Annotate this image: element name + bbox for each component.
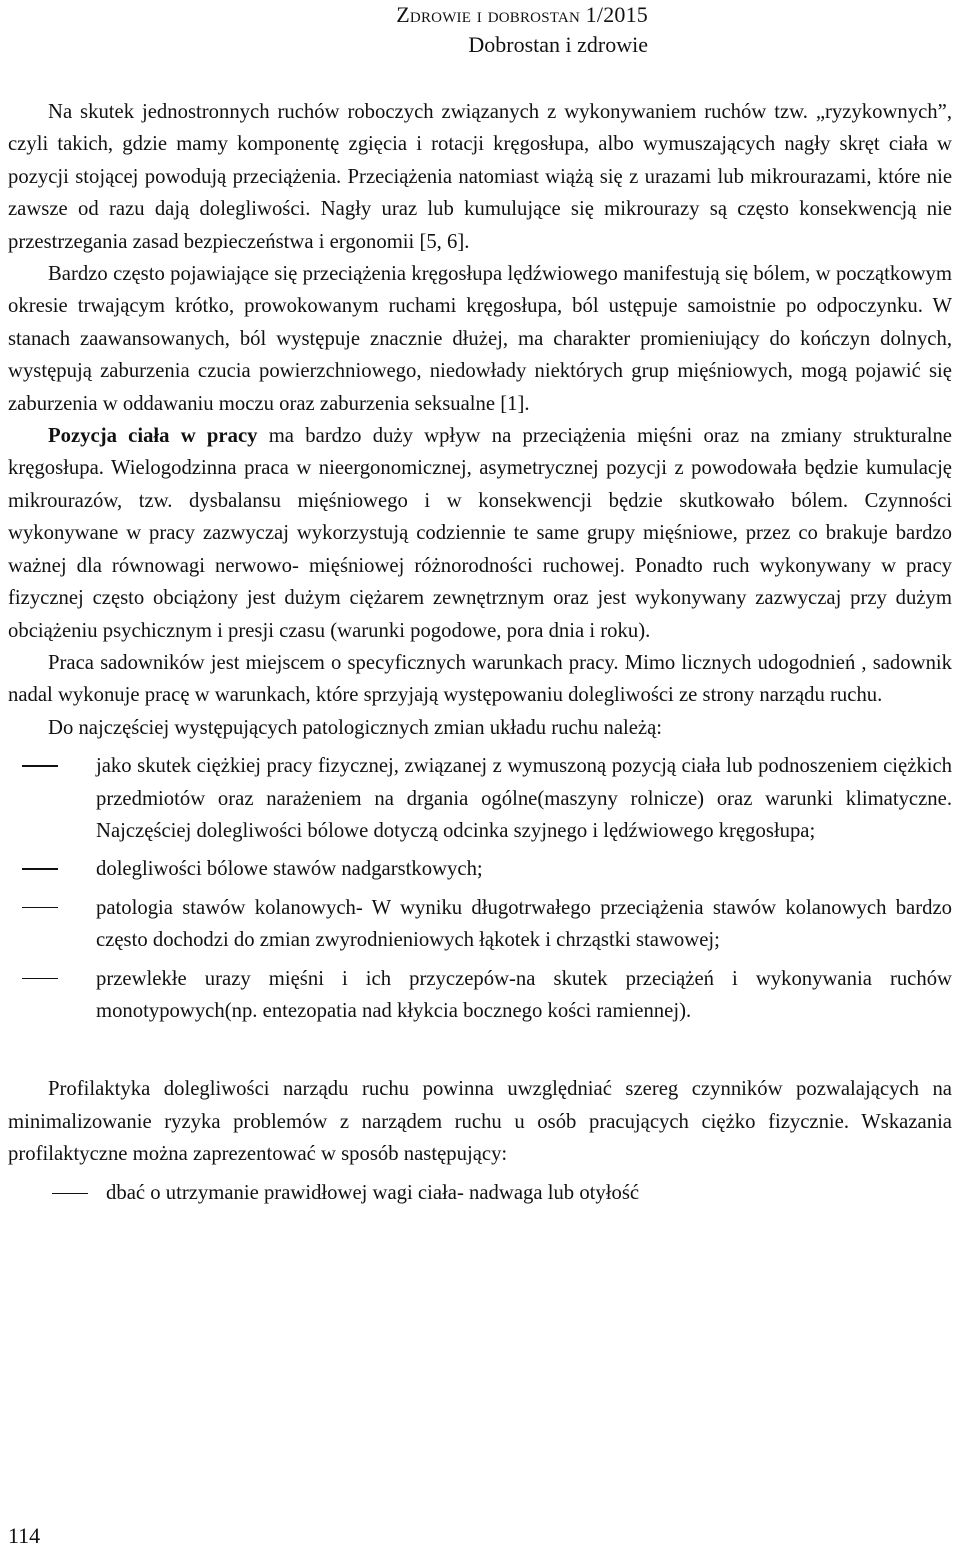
dash-bullet <box>22 868 58 870</box>
list-item <box>8 853 952 885</box>
dash-bullet <box>22 907 58 909</box>
list-item-text: patologia stawów kolanowych- W wyniku długotrwałego przeciążenia stawów kolanowych bardzo często dochodzi do zmian zwyrodnieniowych łąkotek i chrząstki stawowej; <box>96 896 952 952</box>
paragraph: Praca sadowników jest miejscem o specyficznych warunkach pracy. Mimo licznych udogodnień , sadownik nadal wykonuje pracę w warunkach, które sprzyjają występowaniu dolegliwości ze strony narządu ruchu. <box>8 651 952 707</box>
paragraph: Profilaktyka dolegliwości narządu ruchu powinna uwzględniać szereg czynników pozwalających na minimalizowanie ryzyka problemów z narządem ruchu u osób pracujących ciężko fizycznie. Wskazania profilaktyczne można zaprezentować w sposób następujący: <box>8 1078 952 1166</box>
article-body <box>8 96 952 1209</box>
list-item-text: jako skutek ciężkiej pracy fizycznej, związanej z wymuszoną pozycją ciała lub podnoszeniem ciężkich przedmiotów oraz narażeniem na drgania ogólne(maszyny rolnicze) oraz warunki klimatyczne. Najczęściej dolegliwości bólowe dotyczą odcinka szyjnego i lędźwiowego kręgosłupa; <box>96 755 952 842</box>
paragraph: Na skutek jednostronnych ruchów roboczych związanych z wykonywaniem ruchów tzw. „ryzykownych”, czyli takich, gdzie mamy komponentę zgięcia i rotacji kręgosłupa, albo wymuszających nagły skręt ciała w pozycji stojącej powodują przeciążenia. Przeciążenia natomiast wiążą się z urazami lub mikrourazami, które nie zawsze od razu dają dolegliwości. Nagły uraz lub kumulujące się mikrourazy są często konsekwencją nie przestrzegania zasad bezpieczeństwa i ergonomii [5, 6]. <box>8 101 952 253</box>
pathology-list <box>8 750 952 1027</box>
list-item <box>8 963 952 1028</box>
list-item <box>8 1177 952 1209</box>
paragraph-text: ma bardzo duży wpływ na przeciążenia mięśni oraz na zmiany strukturalne kręgosłupa. Wielogodzinna praca w nieergonomicznej, asymetrycznej pozycji z powodowała będzie kumulację mikrourazów, tzw. dysbalansu mięśniowego i w konsekwencji będzie skutkowało bólem. Czynności wykonywane w pracy zazwyczaj wykorzystują codziennie te same grupy mięśniowe, przez co brakuje bardzo ważnej dla równowagi nerwowo- mięśniowej różnorodności ruchowej. Ponadto ruch wykonywany w pracy fizycznej często obciążony jest dużym ciężarem zewnętrznym oraz jest wykonywany zazwyczaj przy dużym obciążeniu psychicznym i presji czasu (warunki pogodowe, pora dnia i roku). <box>8 425 952 642</box>
paragraph <box>8 420 952 647</box>
spacer <box>8 1033 952 1073</box>
list-item <box>8 892 952 957</box>
paragraph: Bardzo często pojawiające się przeciążenia kręgosłupa lędźwiowego manifestują się bólem, w początkowym okresie trwającym krótko, prowokowanym ruchami kręgosłupa, ból ustępuje samoistnie po odpoczynku. W stanach zaawansowanych, ból występuje znacznie dłużej, ma charakter promieniujący do kończyn dolnych, występują zaburzenia czucia powierzchniowego, niedowłady niektórych grup mięśniowych, mogą pojawić się zaburzenia w oddawaniu moczu oraz zaburzenia seksualne [1]. <box>8 263 952 415</box>
list-item <box>8 750 952 847</box>
journal-title: Zdrowie i dobrostan 1/2015 <box>396 2 648 27</box>
section-title: Dobrostan i zdrowie <box>468 32 648 57</box>
list-item-text: dbać o utrzymanie prawidłowej wagi ciała- nadwaga lub otyłość <box>106 1181 640 1204</box>
paragraph: Do najczęściej występujących patologicznych zmian układu ruchu należą: <box>48 716 663 739</box>
bold-lead-in: Pozycja ciała w pracy <box>48 425 258 448</box>
dash-bullet <box>22 978 58 980</box>
dash-bullet <box>22 765 58 767</box>
dash-bullet <box>52 1193 88 1195</box>
list-item-text: przewlekłe urazy mięśni i ich przyczepów-na skutek przeciążeń i wykonywania ruchów monotypowych(np. entezopatia nad kłykcia bocznego kości ramiennej). <box>96 967 952 1022</box>
list-item-text: dolegliwości bólowe stawów nadgarstkowych; <box>96 858 483 881</box>
page-number: 114 <box>8 1523 41 1548</box>
running-header <box>396 0 648 60</box>
